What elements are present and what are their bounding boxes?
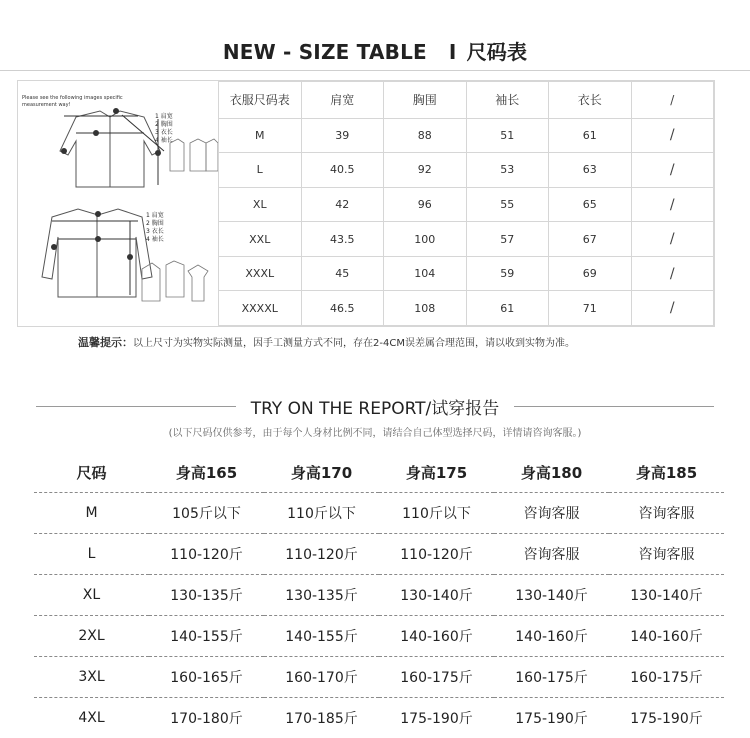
- header-title: NEW - SIZE TABLE: [223, 40, 427, 64]
- table-row: [34, 575, 724, 616]
- report-cell: 160-175斤: [609, 657, 724, 698]
- size-cell: 39: [301, 118, 384, 153]
- report-cell: 咨询客服: [494, 534, 609, 575]
- measurement-tip: [78, 334, 575, 350]
- legend-label: 胸围: [152, 220, 164, 227]
- report-cell: 170-180斤: [149, 698, 264, 738]
- size-cell: 45: [301, 256, 384, 291]
- size-cell: 92: [384, 153, 467, 188]
- report-table: [34, 452, 724, 738]
- header-separator: I: [449, 40, 457, 64]
- report-cell: 130-135斤: [149, 575, 264, 616]
- report-cell: 170-185斤: [264, 698, 379, 738]
- size-cell: 96: [384, 187, 467, 222]
- report-cell: 160-175斤: [494, 657, 609, 698]
- report-cell: 110斤以下: [379, 493, 494, 534]
- tip-text: 以上尺寸为实物实际测量，因手工测量方式不同，存在2-4CM误差属合理范围，请以收到实物为准。: [133, 338, 575, 349]
- report-cell: 110-120斤: [379, 534, 494, 575]
- size-cell: 57: [466, 222, 549, 257]
- page-header: [0, 36, 750, 65]
- shirt-icon: [60, 111, 164, 187]
- report-header-cell: 身高180: [494, 452, 609, 493]
- report-cell: 105斤以下: [149, 493, 264, 534]
- report-cell: 110-120斤: [149, 534, 264, 575]
- legend-label: 衣长: [161, 129, 173, 136]
- size-cell: 65: [549, 187, 632, 222]
- report-cell: M: [34, 493, 149, 534]
- table-row: [34, 534, 724, 575]
- table-row: [219, 118, 714, 153]
- jacket-legend: [146, 212, 164, 244]
- table-row: [34, 698, 724, 738]
- size-cell: 63: [549, 153, 632, 188]
- report-header-row: [34, 452, 724, 493]
- size-cell: /: [631, 118, 714, 153]
- legend-label: 袖长: [152, 236, 164, 243]
- size-cell: /: [631, 256, 714, 291]
- report-cell: 140-155斤: [149, 616, 264, 657]
- size-cell: 100: [384, 222, 467, 257]
- legend-num: 1: [155, 113, 159, 120]
- size-header-cell: /: [631, 82, 714, 119]
- legend-label: 肩宽: [152, 212, 164, 219]
- legend-num: 3: [155, 129, 159, 136]
- size-cell: 51: [466, 118, 549, 153]
- report-cell: 咨询客服: [494, 493, 609, 534]
- report-title: TRY ON THE REPORT/试穿报告: [243, 399, 508, 419]
- table-row: [34, 657, 724, 698]
- size-cell: 46.5: [301, 291, 384, 326]
- small-shirts-icon: [170, 139, 218, 171]
- size-cell: XXL: [219, 222, 302, 257]
- report-cell: 175-190斤: [494, 698, 609, 738]
- legend-num: 1: [146, 212, 150, 219]
- report-cell: 咨询客服: [609, 493, 724, 534]
- size-cell: /: [631, 187, 714, 222]
- report-cell: L: [34, 534, 149, 575]
- measurement-note: Please see the following images specific measurement way!: [22, 95, 132, 109]
- report-header-cell: 身高165: [149, 452, 264, 493]
- size-cell: 53: [466, 153, 549, 188]
- size-table-panel: [17, 80, 715, 327]
- table-row: [219, 153, 714, 188]
- legend-num: 2: [155, 121, 159, 128]
- size-cell: L: [219, 153, 302, 188]
- report-header-cell: 身高170: [264, 452, 379, 493]
- report-cell: 140-160斤: [609, 616, 724, 657]
- report-title-wrap: [0, 394, 750, 419]
- size-cell: 59: [466, 256, 549, 291]
- report-header-cell: 身高185: [609, 452, 724, 493]
- jacket-icon: [42, 209, 152, 297]
- report-cell: 3XL: [34, 657, 149, 698]
- report-subtitle: (以下尺码仅供参考，由于每个人身材比例不同，请结合自己体型选择尺码，详情请咨询客服。): [0, 424, 750, 439]
- size-header-cell: 袖长: [466, 82, 549, 119]
- report-cell: 4XL: [34, 698, 149, 738]
- size-cell: 61: [549, 118, 632, 153]
- size-header-cell: 衣长: [549, 82, 632, 119]
- report-cell: 130-140斤: [494, 575, 609, 616]
- size-cell: 104: [384, 256, 467, 291]
- legend-label: 胸围: [161, 121, 173, 128]
- size-header-cell: 肩宽: [301, 82, 384, 119]
- size-table-header-row: [219, 82, 714, 119]
- small-jackets-icon: [142, 261, 208, 301]
- report-header-cell: 尺码: [34, 452, 149, 493]
- size-cell: 43.5: [301, 222, 384, 257]
- legend-num: 3: [146, 228, 150, 235]
- size-cell: 88: [384, 118, 467, 153]
- report-header-cell: 身高175: [379, 452, 494, 493]
- size-cell: /: [631, 153, 714, 188]
- size-cell: /: [631, 291, 714, 326]
- report-cell: 130-140斤: [609, 575, 724, 616]
- table-row: [219, 256, 714, 291]
- report-cell: 140-155斤: [264, 616, 379, 657]
- size-cell: 67: [549, 222, 632, 257]
- size-cell: /: [631, 222, 714, 257]
- report-cell: 160-170斤: [264, 657, 379, 698]
- report-cell: 110斤以下: [264, 493, 379, 534]
- table-row: [34, 616, 724, 657]
- header-divider: [0, 70, 750, 71]
- report-cell: 130-135斤: [264, 575, 379, 616]
- size-cell: XXXXL: [219, 291, 302, 326]
- size-cell: 69: [549, 256, 632, 291]
- size-cell: 55: [466, 187, 549, 222]
- size-table: [218, 81, 714, 326]
- report-cell: 175-190斤: [379, 698, 494, 738]
- legend-label: 袖长: [161, 137, 173, 144]
- legend-num: 2: [146, 220, 150, 227]
- size-cell: XL: [219, 187, 302, 222]
- report-cell: 140-160斤: [494, 616, 609, 657]
- report-cell: 110-120斤: [264, 534, 379, 575]
- size-cell: 108: [384, 291, 467, 326]
- legend-num: 4: [146, 236, 150, 243]
- shirt-legend: [155, 113, 173, 145]
- table-row: [34, 493, 724, 534]
- measurement-diagram: [18, 81, 218, 326]
- report-cell: 咨询客服: [609, 534, 724, 575]
- report-cell: 160-175斤: [379, 657, 494, 698]
- table-row: [219, 187, 714, 222]
- size-header-cell: 衣服尺码表: [219, 82, 302, 119]
- size-cell: 71: [549, 291, 632, 326]
- report-cell: 130-140斤: [379, 575, 494, 616]
- size-cell: XXXL: [219, 256, 302, 291]
- legend-label: 衣长: [152, 228, 164, 235]
- table-row: [219, 222, 714, 257]
- report-cell: 160-165斤: [149, 657, 264, 698]
- report-title-bar: [0, 394, 750, 418]
- garment-illustrations: [18, 81, 218, 326]
- tip-label: 温馨提示：: [78, 336, 133, 349]
- legend-num: 4: [155, 137, 159, 144]
- report-cell: 140-160斤: [379, 616, 494, 657]
- size-header-cell: 胸围: [384, 82, 467, 119]
- size-cell: M: [219, 118, 302, 153]
- size-cell: 42: [301, 187, 384, 222]
- report-cell: 2XL: [34, 616, 149, 657]
- legend-label: 肩宽: [161, 113, 173, 120]
- report-cell: XL: [34, 575, 149, 616]
- report-cell: 175-190斤: [609, 698, 724, 738]
- header-subtitle: 尺码表: [467, 40, 528, 64]
- size-cell: 40.5: [301, 153, 384, 188]
- size-cell: 61: [466, 291, 549, 326]
- table-row: [219, 291, 714, 326]
